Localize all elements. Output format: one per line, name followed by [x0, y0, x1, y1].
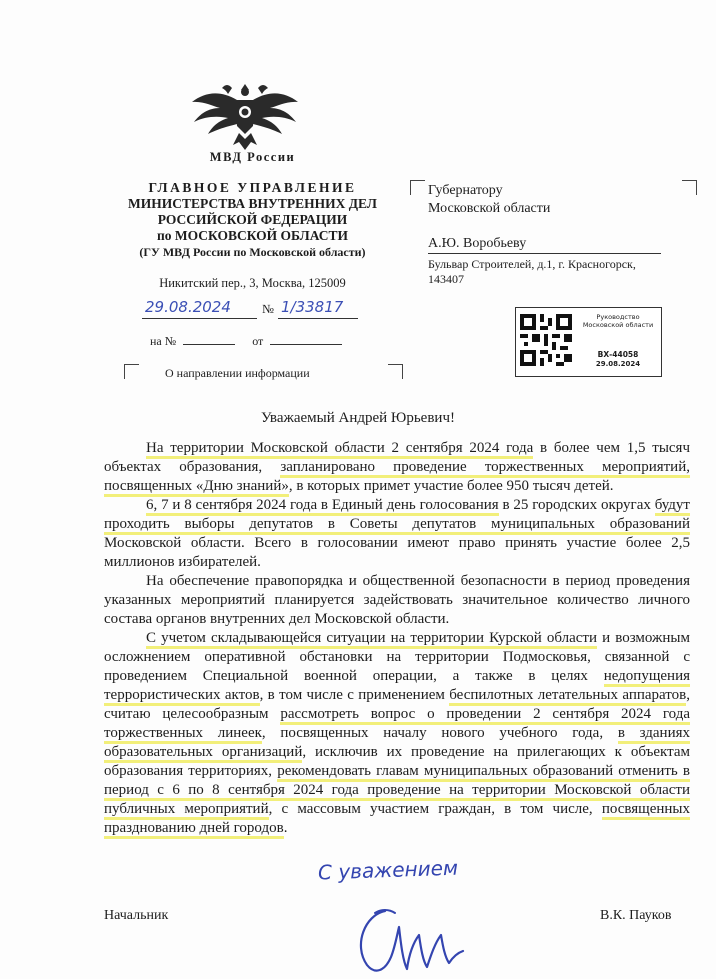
stamp-number: ВХ-44058 [597, 350, 639, 359]
reference-date-blank [270, 344, 342, 345]
organization-name [100, 180, 405, 260]
recipient-address-line-1: Бульвар Строителей, д.1, г. Красногорск, [428, 257, 636, 271]
ministry-short-name: МВД России [209, 150, 296, 164]
highlighted-text: недопущения террористических актов [104, 668, 690, 706]
body-text: , в которых примет участие более 950 тысяч детей. [288, 478, 614, 494]
letter-subject: О направлении информации [165, 366, 310, 380]
qr-code-icon [520, 314, 572, 366]
eagle-emblem-icon [190, 78, 300, 153]
recipient-bracket-left [410, 180, 425, 195]
body-text: На обеспечение правопорядка и общественной безопасности в период проведения указанных мероприятий планируется задействовать значительное количество личного состава органов внутренних дел Московской области. [104, 573, 690, 627]
highlighted-text: беспилотных летательных аппаратов [449, 687, 686, 706]
greeting: Уважаемый Андрей Юрьевич! [261, 410, 455, 426]
registration-date: 29.08.2024 [145, 298, 231, 316]
highlighted-text: 6, 7 и 8 сентября 2024 года в Единый день голосования [146, 497, 499, 516]
body-text: . [283, 820, 288, 836]
highlighted-text: рассмотреть вопрос о проведении 2 сентября 2024 года торжественных линеек [104, 706, 690, 744]
recipient-title-2: Московской области [428, 201, 551, 216]
signatory-role: Начальник [104, 908, 169, 923]
body-text: , исключив их проведение на прилегающих к объектам образования территориях, [104, 744, 690, 779]
subject-bracket-right [388, 364, 403, 379]
highlighted-text: запланировано проведение торжественных мероприятий, посвященных «Дню знаний» [104, 459, 690, 497]
org-line-1: ГЛАВНОЕ УПРАВЛЕНИЕ [148, 180, 357, 195]
highlighted-text: рекомендовать главам муниципальных образований отменить в период с 6 по 8 сентября 2024 года проведение на территории Московской области публичных мероприятий [104, 763, 690, 820]
recipient-title-1: Губернатору [428, 183, 503, 198]
reference-number-blank [183, 344, 235, 345]
stamp-org-line-2: Московской области [582, 321, 654, 329]
registration-number: 1/33817 [281, 298, 344, 316]
date-underline [142, 318, 257, 319]
subject-bracket-left [124, 364, 139, 379]
handwritten-resolution: С уважением [317, 855, 459, 885]
body-text: в более чем 1,5 тысяч объектах образования, [104, 440, 690, 475]
highlighted-text: в зданиях образовательных организаций [104, 725, 690, 763]
letter-body [104, 439, 690, 838]
paragraph-3 [104, 572, 690, 629]
paragraph-2 [104, 496, 690, 572]
recipient-address [428, 257, 688, 287]
org-line-5: (ГУ МВД России по Московской области) [139, 245, 366, 259]
org-line-3: РОССИЙСКОЙ ФЕДЕРАЦИИ [157, 212, 348, 227]
paragraph-1 [104, 439, 690, 496]
handwritten-signature-icon [345, 905, 485, 979]
reference-number-label: на № [150, 334, 177, 348]
highlighted-text: будут проходить выборы депутатов в Советы депутатов муниципальных образований [104, 497, 690, 535]
highlighted-text: посвященных празднованию дней городов [104, 801, 690, 839]
body-text: , считаю целесообразным [104, 687, 690, 722]
body-text: , посвященных началу нового учебного года, [261, 725, 618, 741]
stamp-date: 29.08.2024 [595, 360, 641, 368]
highlighted-text: На территории Московской области 2 сентября 2024 года [146, 440, 533, 459]
paragraph-4 [104, 629, 690, 838]
body-text: , с массовым участием граждан, в том числе, [268, 801, 602, 817]
body-text: в 25 городских округах [498, 497, 655, 513]
signatory-name: В.К. Пауков [600, 908, 672, 923]
number-underline [278, 318, 358, 319]
highlighted-text: С учетом складывающейся ситуации на территории Курской области [146, 630, 597, 649]
body-text: Московской области. Всего в голосовании имеют право принять участие более 2,5 миллионов избирателей. [104, 535, 690, 570]
recipient-name-underline [428, 253, 661, 254]
incoming-stamp [515, 307, 662, 377]
body-text: , в том числе с применением [259, 687, 450, 703]
stamp-organization [578, 313, 658, 329]
stamp-org-line-1: Руководство [596, 313, 640, 321]
org-address: Никитский пер., 3, Москва, 125009 [159, 276, 346, 290]
body-text: и возможным осложнением оперативной обстановки на территории Подмосковья, связанной с проведением Специальной военной операции, а также в целях [104, 630, 690, 684]
recipient-name: А.Ю. Воробьеву [428, 236, 527, 251]
recipient-bracket-right [682, 180, 697, 195]
recipient-address-line-2: 143407 [428, 272, 464, 286]
reference-date-label: от [252, 334, 264, 348]
number-sign: № [262, 302, 274, 316]
org-line-2: МИНИСТЕРСТВА ВНУТРЕННИХ ДЕЛ [128, 196, 377, 211]
reference-line [150, 334, 342, 349]
org-line-4: по МОСКОВСКОЙ ОБЛАСТИ [156, 228, 349, 243]
